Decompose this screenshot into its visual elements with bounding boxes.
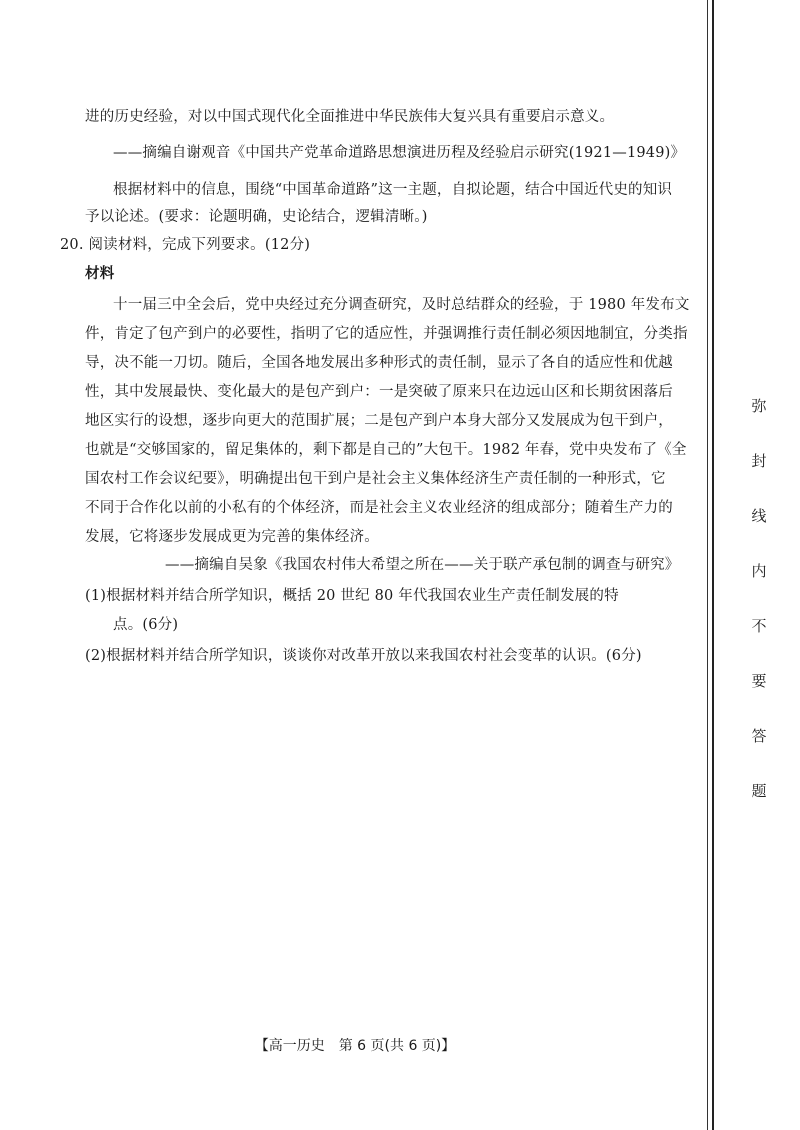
seal-char: 线 <box>751 507 767 525</box>
seal-char: 题 <box>751 782 767 800</box>
seal-char: 封 <box>751 452 767 470</box>
binding-line-thin <box>707 0 708 1130</box>
subquestion-2: (2)根据材料并结合所学知识，谈谈你对改革开放以来我国农村社会变革的认识。(6分) <box>85 648 642 664</box>
material-line: 性，其中发展最快、变化最大的是包产到户：一是突破了原来只在边远山区和长期贫困落后 <box>85 384 673 400</box>
material-line: 发展，它将逐步发展成更为完善的集体经济。 <box>85 529 379 545</box>
seal-char: 答 <box>751 727 767 745</box>
material-line: 十一届三中全会后，党中央经过充分调查研究，及时总结群众的经验，于 1980 年发布文 <box>113 297 690 313</box>
seal-char: 弥 <box>751 397 767 415</box>
question-19-task-line1: 根据材料中的信息，围绕“中国革命道路”这一主题，自拟论题，结合中国近代史的知识 <box>113 182 673 198</box>
material-line: 国农村工作会议纪要》，明确提出包干到户是社会主义集体经济生产责任制的一种形式，它 <box>85 471 666 487</box>
subquestion-1-line1: (1)根据材料并结合所学知识，概括 20 世纪 80 年代我国农业生产责任制发展的特 <box>85 588 619 604</box>
material-line: 地区实行的设想，逐步向更大的范围扩展；二是包产到户本身大部分又发展成为包干到户， <box>85 413 673 429</box>
subquestion-1-line2: 点。(6分) <box>113 617 179 633</box>
binding-line-thick <box>712 0 714 1130</box>
material-line: 不同于合作化以前的小私有的个体经济，而是社会主义农业经济的组成部分；随着生产力的 <box>85 500 673 516</box>
seal-char: 内 <box>751 562 767 580</box>
source-citation-19: ——摘编自谢观音《中国共产党革命道路思想演进历程及经验启示研究(1921—1949)》 <box>113 145 686 161</box>
material-line: 件，肯定了包产到户的必要性，指明了它的适应性，并强调推行责任制必须因地制宜，分类指 <box>85 326 688 342</box>
seal-line-notice <box>748 395 770 835</box>
material-line: 导，决不能一刀切。随后，全国各地发展出多种形式的责任制，显示了各自的适应性和优越 <box>85 355 673 371</box>
seal-char: 不 <box>751 617 767 635</box>
question-19-task-line2: 予以论述。(要求：论题明确，史论结合，逻辑清晰。) <box>85 209 428 225</box>
source-citation-20: ——摘编自吴象《我国农村伟大希望之所在——关于联产承包制的调查与研究》 <box>165 557 680 573</box>
intro-line: 进的历史经验，对以中国式现代化全面推进中华民族伟大复兴具有重要启示意义。 <box>85 109 615 125</box>
material-label: 材料 <box>85 265 115 282</box>
page-footer: 【高一历史 第 6 页(共 6 页)】 <box>254 1038 456 1054</box>
question-20-title: 20. 阅读材料，完成下列要求。(12分) <box>60 237 311 253</box>
material-line: 也就是“交够国家的，留足集体的，剩下都是自己的”大包干。1982 年春，党中央发布了《全 <box>85 442 687 458</box>
seal-char: 要 <box>751 672 767 690</box>
